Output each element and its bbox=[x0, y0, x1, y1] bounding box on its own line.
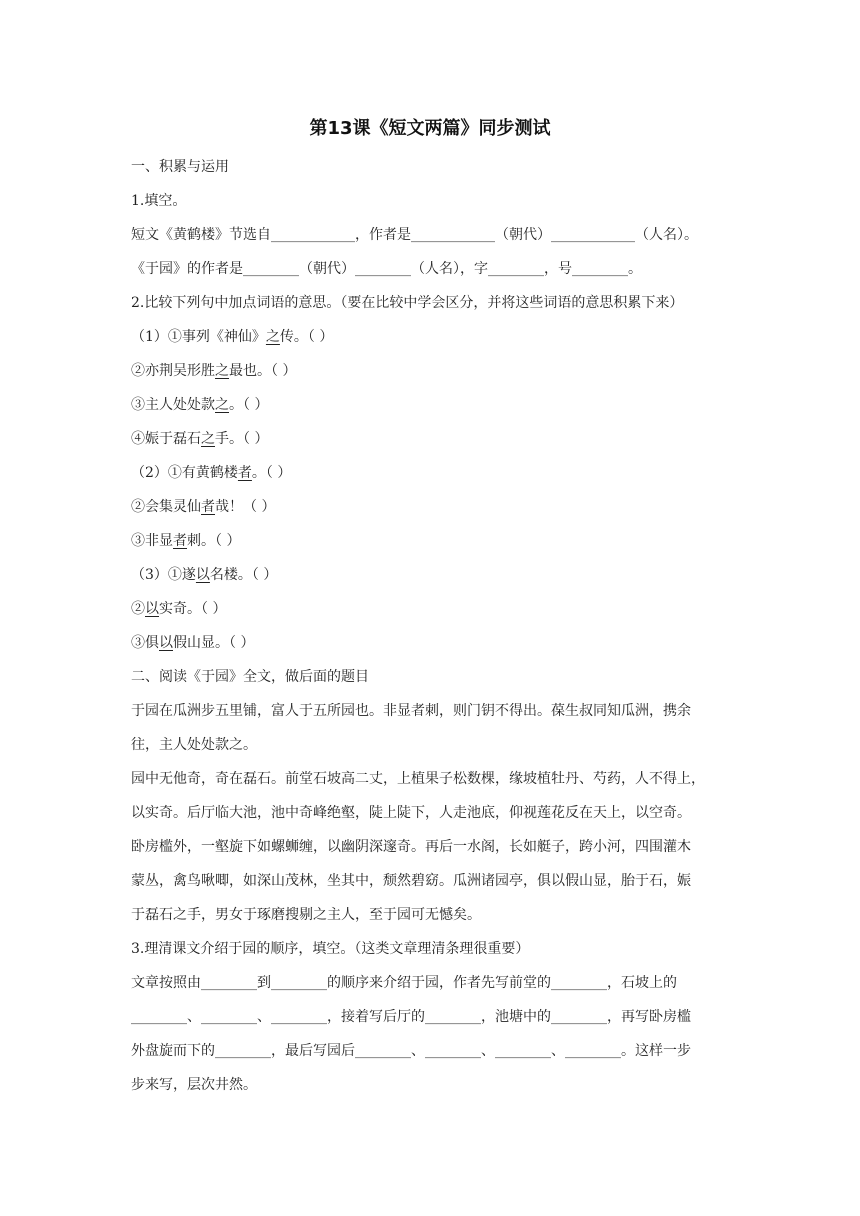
question-label: 3.理清课文介绍于园的顺序，填空。（这类文章理清条理很重要） bbox=[131, 941, 530, 957]
passage-line: 于园在瓜洲步五里铺，富人于五所园也。非显者刺，则门钥不得出。葆生叔同知瓜洲，携余 bbox=[131, 703, 691, 719]
dotted-word: 者 bbox=[173, 533, 187, 549]
dotted-word: 之 bbox=[201, 431, 215, 447]
list-item: ②会集灵仙者哉！（ ） bbox=[131, 499, 276, 515]
dotted-word: 以 bbox=[159, 635, 173, 651]
question-text: 文章按照由________到________的顺序来介绍于园，作者先写前堂的________，石坡上的 bbox=[131, 975, 677, 991]
list-item: （1）①事列《神仙》之传。（ ） bbox=[131, 329, 334, 345]
question-text: 步来写，层次井然。 bbox=[131, 1077, 257, 1093]
passage-line: 于磊石之手，男女于琢磨搜剔之主人，至于园可无憾矣。 bbox=[131, 907, 481, 923]
dotted-word: 者 bbox=[201, 499, 215, 515]
dotted-word: 以 bbox=[145, 601, 159, 617]
dotted-word: 之 bbox=[215, 363, 229, 379]
list-item: ②以实奇。（ ） bbox=[131, 601, 227, 617]
dotted-word: 以 bbox=[195, 567, 210, 583]
question-text: 《于园》的作者是________（朝代）________（人名），字________，号________。 bbox=[131, 261, 642, 277]
list-item: ④娠于磊石之手。（ ） bbox=[131, 431, 269, 447]
passage-line: 往，主人处处款之。 bbox=[131, 737, 257, 753]
list-item: ③主人处处款之。（ ） bbox=[131, 397, 269, 413]
passage-line: 园中无他奇，奇在磊石。前堂石坡高二丈，上植果子松数棵，缘坡植牡丹、芍药，人不得上， bbox=[131, 771, 705, 787]
question-text: 外盘旋而下的________，最后写园后________、________、________、________。这样一步 bbox=[131, 1043, 691, 1059]
question-text: ________、________、________，接着写后厅的________，池塘中的________，再写卧房槛 bbox=[131, 1009, 691, 1025]
list-item: （2）①有黄鹤楼者。（ ） bbox=[131, 465, 292, 481]
section-heading: 二、阅读《于园》全文，做后面的题目 bbox=[131, 669, 369, 685]
list-item: ③非显者刺。（ ） bbox=[131, 533, 241, 549]
question-text: 短文《黄鹤楼》节选自____________，作者是____________（朝代）____________（人名）。 bbox=[131, 227, 698, 243]
passage-line: 卧房槛外，一壑旋下如螺蛳缠，以幽阴深邃奇。再后一水阁，长如艇子，跨小河，四围灌木 bbox=[131, 839, 691, 855]
page-title: 第13课《短文两篇》同步测试 bbox=[309, 118, 551, 139]
list-item: （3）①遂以名楼。（ ） bbox=[131, 567, 278, 583]
list-item: ②亦荆吴形胜之最也。（ ） bbox=[131, 363, 297, 379]
dotted-word: 者 bbox=[237, 465, 252, 481]
question-label: 2.比较下列句中加点词语的意思。（要在比较中学会区分，并将这些词语的意思积累下来） bbox=[131, 295, 684, 311]
dotted-word: 之 bbox=[215, 397, 229, 413]
section-heading: 一、积累与运用 bbox=[131, 159, 229, 175]
passage-line: 蒙丛，禽鸟啾唧，如深山茂林，坐其中，颓然碧窈。瓜洲诸园亭，俱以假山显，胎于石，娠 bbox=[131, 873, 691, 889]
passage-line: 以实奇。后厅临大池，池中奇峰绝壑，陡上陡下，人走池底，仰视莲花反在天上，以空奇。 bbox=[131, 805, 691, 821]
list-item: ③俱以假山显。（ ） bbox=[131, 635, 255, 651]
dotted-word: 之 bbox=[265, 329, 280, 345]
question-label: 1.填空。 bbox=[131, 193, 187, 209]
